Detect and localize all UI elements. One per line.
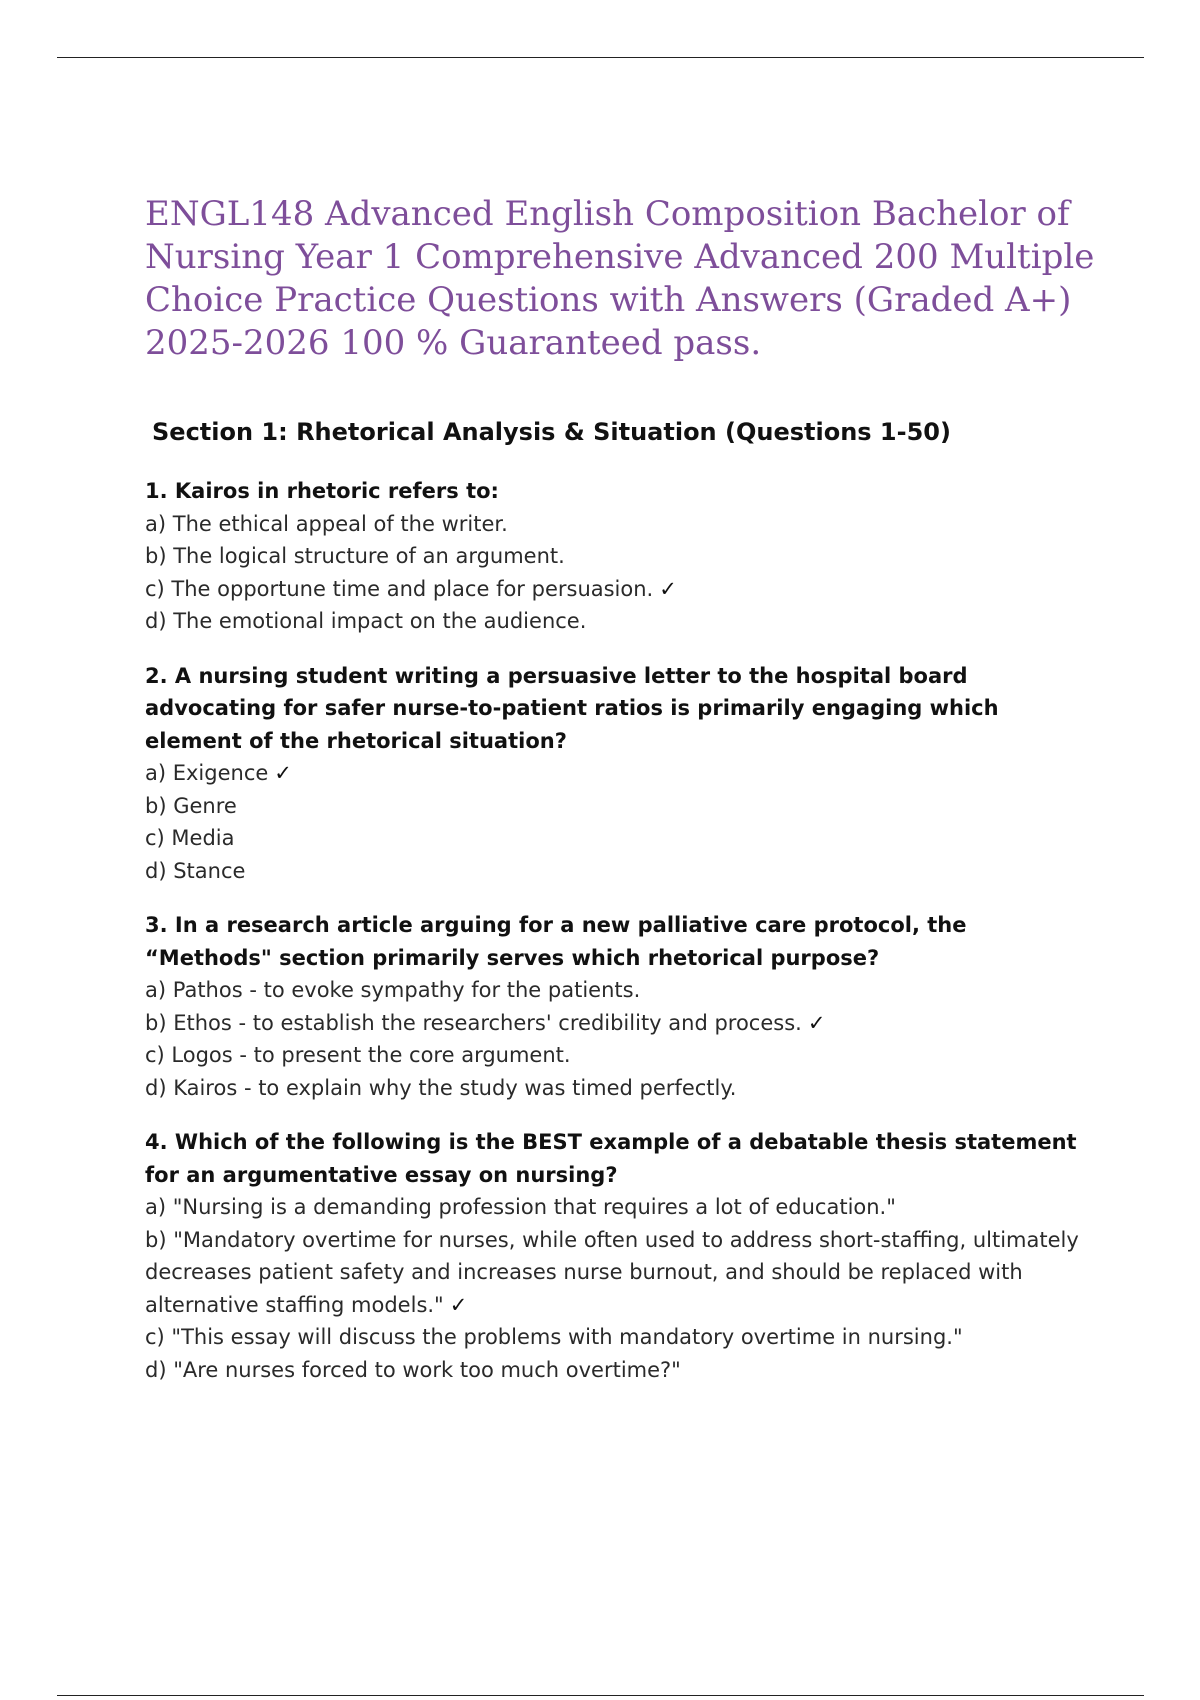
option-c <box>145 1321 1090 1354</box>
question-2 <box>145 660 1090 888</box>
option-b <box>145 540 1090 573</box>
option-text: c) Media <box>145 826 235 850</box>
option-text: c) Logos - to present the core argument. <box>145 1043 571 1067</box>
option-text: c) "This essay will discuss the problems with mandatory overtime in nursing." <box>145 1325 963 1349</box>
option-text: d) Kairos - to explain why the study was timed perfectly. <box>145 1075 737 1100</box>
option-text: d) "Are nurses forced to work too much overtime?" <box>145 1357 681 1382</box>
option-a <box>145 1191 1090 1224</box>
option-d <box>145 605 1090 638</box>
question-list <box>145 475 1090 1408</box>
option-text: a) "Nursing is a demanding profession that requires a lot of education." <box>145 1195 896 1219</box>
question-3 <box>145 909 1090 1104</box>
section-heading: Section 1: Rhetorical Analysis & Situation (Questions 1-50) <box>152 418 951 446</box>
option-b <box>145 1224 1090 1322</box>
option-text: b) Genre <box>145 793 237 818</box>
option-d <box>145 855 1090 888</box>
option-list <box>145 757 1090 887</box>
option-c <box>145 822 1090 855</box>
checkmark-icon: ✓ <box>449 1292 468 1317</box>
document-title: ENGL148 Advanced English Composition Bachelor of Nursing Year 1 Comprehensive Advanced 200 Multiple Choice Practice Questions with Answers (Graded A+) 2025-2026 100 % Guaranteed pass. <box>145 194 1095 363</box>
option-text: d) Stance <box>145 858 246 883</box>
option-text: b) Ethos - to establish the researchers' credibility and process. <box>145 1010 802 1035</box>
option-text: d) The emotional impact on the audience. <box>145 609 587 633</box>
checkmark-icon: ✓ <box>274 761 292 785</box>
top-rule <box>57 57 1144 58</box>
option-text: b) The logical structure of an argument. <box>145 544 565 568</box>
option-b <box>145 1007 1090 1040</box>
question-4 <box>145 1126 1090 1386</box>
question-stem: 4. Which of the following is the BEST example of a debatable thesis statement for an argumentative essay on nursing? <box>145 1130 1077 1187</box>
option-d <box>145 1354 1090 1387</box>
question-stem: 2. A nursing student writing a persuasive letter to the hospital board advocating for safer nurse-to-patient ratios is primarily engaging which element of the rhetorical situation? <box>145 663 999 753</box>
question-1 <box>145 475 1090 638</box>
option-c <box>145 573 1090 606</box>
option-a <box>145 974 1090 1007</box>
option-b <box>145 790 1090 823</box>
option-text: c) The opportune time and place for persuasion. <box>145 576 654 601</box>
option-c <box>145 1039 1090 1072</box>
option-a <box>145 508 1090 541</box>
question-stem: 1. Kairos in rhetoric refers to: <box>145 479 499 503</box>
bottom-rule <box>57 1695 1144 1696</box>
option-text: a) Pathos - to evoke sympathy for the patients. <box>145 978 641 1002</box>
option-a <box>145 757 1090 790</box>
option-text: a) The ethical appeal of the writer. <box>145 511 508 536</box>
option-list <box>145 974 1090 1104</box>
checkmark-icon: ✓ <box>659 576 677 601</box>
question-stem: 3. In a research article arguing for a new palliative care protocol, the “Methods" section primarily serves which rhetorical purpose? <box>145 913 967 970</box>
checkmark-icon: ✓ <box>807 1010 826 1035</box>
option-list <box>145 508 1090 638</box>
option-d <box>145 1072 1090 1105</box>
option-text: a) Exigence <box>145 761 269 785</box>
option-text: b) "Mandatory overtime for nurses, while often used to address short-staffing, ultimately decreases patient safety and increases nurse burnout, and should be replaced with alternative staffing models." <box>145 1227 1079 1317</box>
option-list <box>145 1191 1090 1386</box>
